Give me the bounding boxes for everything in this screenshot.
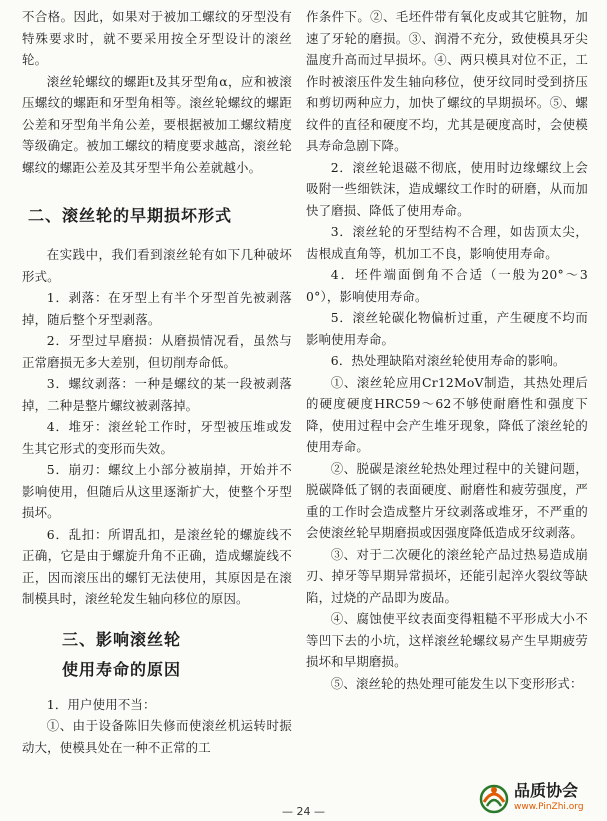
list-item: ②、脱碳是滚丝轮热处理过程中的关键问题，脱碳降低了钢的表面硬度、耐磨性和疲劳强度，严重的工作时会造成整片牙纹剥落或堆牙，不严重的会使滚丝轮早期磨损或因强度降低造成牙纹剥落。 xyxy=(306,460,588,540)
list-item: 5．崩刃：螺纹上小部分被崩掉，开始并不影响使用，但随后从这里逐渐扩大，使整个牙型损坏。 xyxy=(22,462,292,520)
list-item: 6．热处理缺陷对滚丝轮使用寿命的影响。 xyxy=(330,353,566,368)
list-item: 2．牙型过早磨损：从磨损情况看，虽然与正常磨损无多大差别，但切削寿命低。 xyxy=(22,333,292,370)
list-item: 1．剥落：在牙型上有半个牙型首先被剥落掉，随后整个牙型剥落。 xyxy=(22,290,292,327)
paragraph: 滚丝轮螺纹的螺距t及其牙型角α，应和被滚压螺纹的螺距和牙型角相等。滚丝轮螺纹的螺距公差和牙型角半角公差，要根据被加工螺纹精度等级确定。被加工螺纹的精度要求越高，滚丝轮螺纹的螺距公差及其牙型半角公差就越小。 xyxy=(22,73,292,175)
list-item: 4．坯件端面倒角不合适（一般为20°～30°），影响使用寿命。 xyxy=(306,267,588,304)
list-item: 3．螺纹剥落：一种是螺纹的某一段被剥落掉，二种是整片螺纹被剥落掉。 xyxy=(22,376,292,413)
watermark-title: 品质协会 xyxy=(514,781,579,800)
paragraph: 在实践中，我们看到滚丝轮有如下几种破坏形式。 xyxy=(22,247,292,284)
list-item: ①、滚丝轮应用Cr12MoV制造，其热处理后的硬度硬度HRC59～62不够使耐磨性和强度下降，使用过程中会产生堆牙现象，降低了滚丝轮的使用寿命。 xyxy=(306,374,588,454)
paragraph: 1．用户使用不当： xyxy=(46,696,156,712)
list-item: 6．乱扣：所谓乱扣，是滚丝轮的螺旋线不正确，它是由于螺旋升角不正确，造成螺旋线不正，因而滚压出的螺钉无法使用，其原因是在滚制模具时，滚丝轮发生轴向移位的原因。 xyxy=(22,526,292,606)
page-number: — 24 — xyxy=(282,805,325,818)
paragraph: ①、由于设备陈旧失修而使滚丝机运转时振动大，使模具处在一种不正常的工 xyxy=(22,718,292,755)
list-item: ⑤、滚丝轮的热处理可能发生以下变形形式： xyxy=(330,675,583,691)
list-item: 5．滚丝轮碳化物偏析过重，产生硬度不均而影响使用寿命。 xyxy=(306,310,588,347)
right-column xyxy=(306,6,588,694)
list-item: 作条件下。②、毛坯件带有氧化皮或其它脏物，加速了牙轮的磨损。③、润滑不充分，致使模具牙尖温度升高而过早损坏。④、两只模具对位不正，工作时被滚压件发生轴向移位，使牙纹同时受到挤压和剪切两种应力，加快了螺纹的早期损坏。⑤、螺纹件的直径和硬度不均，尤其是硬度高时，会使模具寿命急剧下降。 xyxy=(306,9,588,153)
list-item: 3．滚丝轮的牙型结构不合理，如齿顶太尖，齿根成直角等，机加工不良，影响使用寿命。 xyxy=(306,224,588,261)
left-column xyxy=(22,6,292,758)
pinzhi-logo-icon xyxy=(478,782,510,814)
list-item: 4．堆牙：滚丝轮工作时，牙型被压堆或发生其它形式的变形而失效。 xyxy=(22,419,292,456)
list-item: 2．滚丝轮退磁不彻底，使用时边缘螺纹上会吸附一些细铁沫，造成螺纹工作时的研磨，从而加快了磨损、降低了使用寿命。 xyxy=(306,159,588,218)
section-heading-line2: 使用寿命的原因 xyxy=(62,659,182,679)
watermark xyxy=(478,780,604,816)
list-item: ④、腐蚀使平纹表面变得粗糙不平形成大小不等凹下去的小坑，这样滚丝轮螺纹易产生早期疲劳损坏和早期磨损。 xyxy=(306,611,588,669)
section-heading: 二、滚丝轮的早期损坏形式 xyxy=(28,206,233,225)
paragraph: 不合格。因此，如果对于被加工螺纹的牙型没有特殊要求时，就不要采用按全牙型设计的滚丝轮。 xyxy=(22,9,292,67)
watermark-url: www.PinZhi.org xyxy=(514,802,584,812)
list-item: ③、对于二次硬化的滚丝轮产品过热易造成崩刃、掉牙等早期异常损坏，还能引起淬火裂纹等缺陷，过烧的产品即为废品。 xyxy=(306,546,588,605)
section-heading-line1: 三、影响滚丝轮 xyxy=(62,629,182,649)
